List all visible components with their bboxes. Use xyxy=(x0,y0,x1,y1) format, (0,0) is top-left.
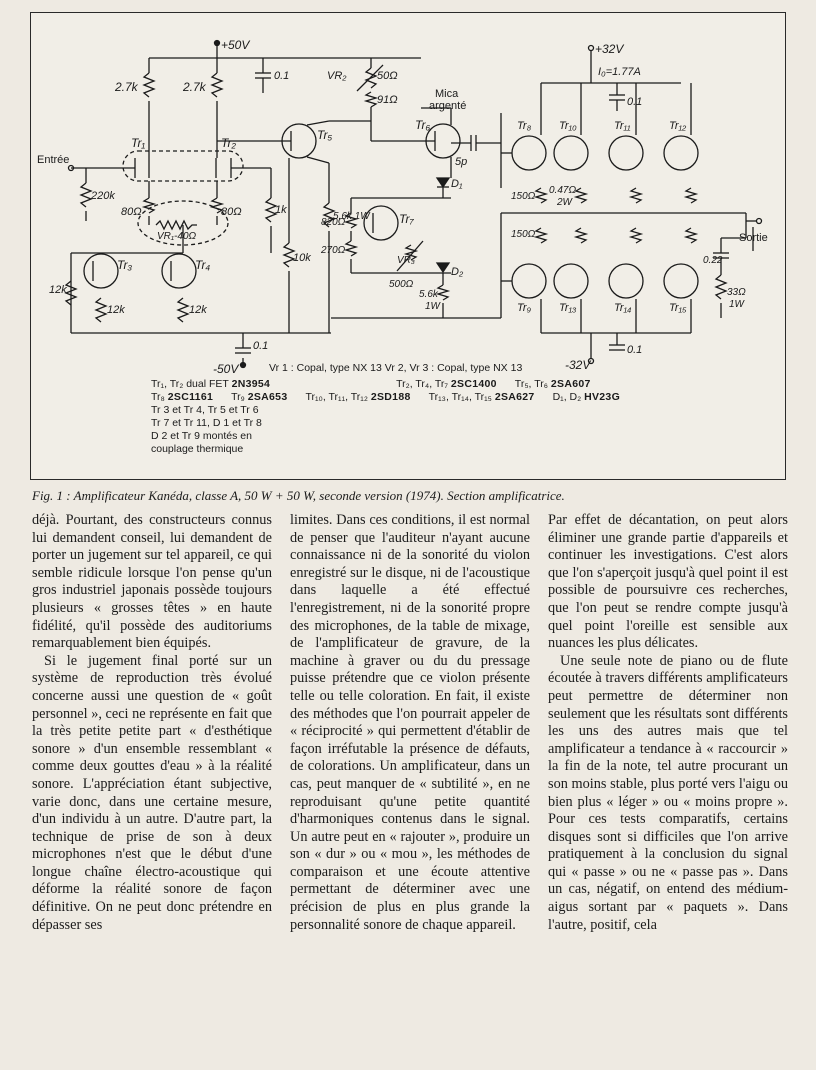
component-label: 80Ω xyxy=(121,206,142,218)
transistor-label: Tr₇ xyxy=(399,212,414,226)
article-column-2 xyxy=(290,512,530,1062)
paragraph: Une seule note de piano ou de flute écoutée à travers différents amplificateurs peut permettre de déterminer non seulement que les résultats sont différents les uns des autres mais que tel amplificateur a tendance à « raccourcir » la fin de la note, tel autre procurant un son moins stable, plus porté vers l'aigu ou bien plus « léger » ou « moins propre ». Pour ces tests comparatifs, certains disques sont si difficiles que l'on arrive pratiquement à la conclusion du signal qui « passe » ou ne « passe pas ». Dans un cas, négatif, on entend des médium-aigus sortant par « paquets ». Dans l'autre, positif, cela xyxy=(548,652,788,933)
component-label: 1W xyxy=(729,299,744,310)
transistor-label: Tr₁₁ xyxy=(614,120,631,132)
component-label: 0.22 xyxy=(703,255,723,266)
legend-row xyxy=(151,391,771,404)
transistor-label: Tr₁₃ xyxy=(559,302,577,314)
transistor-label: Tr₅ xyxy=(317,128,333,142)
transistor-label: Tr₄ xyxy=(195,258,211,272)
schematic-figure xyxy=(30,12,786,480)
component-label: VR₁-40Ω xyxy=(157,231,197,242)
component-label: 150Ω xyxy=(511,191,536,202)
legend-item: Tr₁, Tr₂ dual FET xyxy=(151,378,229,390)
legend-item: Tr₁₃, Tr₁₄, Tr₁₅ xyxy=(428,391,492,403)
legend-part: HV23G xyxy=(584,391,621,403)
bias-current-label: I₀=1.77A xyxy=(598,66,641,78)
supply-label: +32V xyxy=(595,42,624,56)
legend-note: Tr 7 et Tr 11, D 1 et Tr 8 xyxy=(151,417,262,429)
figure-caption: Fig. 1 : Amplificateur Kanéda, classe A, 50 W + 50 W, seconde version (1974). Section amplificatrice. xyxy=(32,488,565,503)
legend-note: D 2 et Tr 9 montés en xyxy=(151,430,252,442)
supply-label: -50V xyxy=(213,362,239,376)
component-label: 270Ω xyxy=(321,245,346,256)
component-label: 2W xyxy=(557,197,572,208)
transistor-label: Tr₁₀ xyxy=(559,120,577,132)
component-label: D₂ xyxy=(451,266,464,278)
article-columns xyxy=(32,512,790,1062)
component-label: 12k xyxy=(189,304,207,316)
component-label: 5p xyxy=(455,156,468,168)
vr-note: Vr 1 : Copal, type NX 13 Vr 2, Vr 3 : Copal, type NX 13 xyxy=(269,362,523,374)
transistor-label: Tr₁₂ xyxy=(669,120,687,132)
legend-item: D₁, D₂ xyxy=(552,391,582,403)
parts-legend xyxy=(151,378,771,456)
component-label: D₁ xyxy=(451,178,463,190)
paragraph: limites. Dans ces conditions, il est normal de penser que l'auditeur n'ayant aucune connaissance ni de la sonorité du violon enregistré sur le disque, ni de l'acoustique dans laquelle a été effectué l'enregistrement, ni de la sonorité propre des microphones, de la table de mixage, de l'amplificateur de gravure, de la machine à graver ou du du pressage puisse prétendre que ce violon présente telle ou telle coloration. En fait, il existe des méthodes que l'on pourrait appeler de « réciprocité » qui permettent d'établir de façon irréfutable la présence de défauts, de colorations. Un amplificateur, dans un cas, peut manquer de « subtilité », en ne reproduisant qu'une petite quantité d'harmoniques contenus dans le signal. Un autre peut en « rajouter », produire un son « dur » ou « mou », les méthodes de comparaison et une écoute attentive permettant de déterminer avec une précision de plus en plus grande la personnalité sonore de chaque appareil. xyxy=(290,512,530,933)
legend-note: couplage thermique xyxy=(151,443,244,455)
legend-part: 2SA607 xyxy=(550,378,591,390)
component-label: 220k xyxy=(91,190,115,202)
input-label: Entrée xyxy=(37,154,70,166)
legend-part: 2SA627 xyxy=(494,391,535,403)
legend-part: 2N3954 xyxy=(231,378,271,390)
legend-item: Tr₅, Tr₆ xyxy=(514,378,548,390)
output-label: Sortie xyxy=(739,232,768,244)
transistor-label: Tr₂ xyxy=(221,136,237,150)
component-label: 0.1 xyxy=(627,96,643,108)
component-label: 12k xyxy=(107,304,125,316)
legend-item: Tr₈ xyxy=(151,391,165,403)
supply-label: -32V xyxy=(565,358,591,372)
component-label: 2.7k xyxy=(115,80,138,94)
transistor-label: Tr₃ xyxy=(117,258,133,272)
transistor-label: Tr₈ xyxy=(517,120,532,132)
component-label: 5.6k 1W xyxy=(333,211,370,222)
legend-item: Tr₉ xyxy=(231,391,245,403)
transistor-label: Tr₁ xyxy=(131,136,146,150)
component-label: 50Ω xyxy=(377,70,398,82)
component-label: 10k xyxy=(293,252,311,264)
legend-part: 2SA653 xyxy=(247,391,288,403)
paragraph: déjà. Pourtant, des constructeurs connus lui demandent conseil, lui demandent de porter un jugement sur tel appareil, ce qui semble ridicule lorsque l'on pense qu'un gros industriel japonais possède toujours plusieurs « grosses têtes » en haute fidélité, qu'il possède des auditoriums remarquablement bien équipés. xyxy=(32,512,272,652)
article-column-1 xyxy=(32,512,272,1062)
transistor-label: Tr₁₄ xyxy=(614,302,632,314)
component-label: 500Ω xyxy=(389,279,414,290)
component-label: 0.1 xyxy=(274,70,290,82)
component-label: 150Ω xyxy=(511,229,536,240)
component-label: VR₃ xyxy=(397,255,415,266)
component-label: 80Ω xyxy=(221,206,242,218)
component-label: 820Ω xyxy=(321,217,346,228)
component-label: 1W xyxy=(425,301,440,312)
component-label: 0.47Ω xyxy=(549,185,577,196)
legend-part: 2SC1161 xyxy=(167,391,214,403)
legend-row xyxy=(151,378,771,391)
legend-note: Tr 3 et Tr 4, Tr 5 et Tr 6 xyxy=(151,404,259,416)
supply-label: +50V xyxy=(221,38,250,52)
mica-label: argenté xyxy=(429,100,467,112)
component-label: VR₂ xyxy=(327,70,347,82)
component-label: 5.6k xyxy=(419,289,438,300)
paragraph: Par effet de décantation, on peut alors éliminer une grande partie d'appareils et continuer les investigations. C'est alors que l'on s'aperçoit jusqu'à quel point il est possible de poursuivre ces recherches, que l'on peut se rendre compte jusqu'à quel point l'oreille est sensible aux nuances les plus délicates. xyxy=(548,512,788,652)
component-label: 0.1 xyxy=(253,340,269,352)
transistor-label: Tr₆ xyxy=(415,118,431,132)
component-label: 12k xyxy=(49,284,67,296)
component-label: 1k xyxy=(275,204,287,216)
component-label: 0.1 xyxy=(627,344,643,356)
legend-item: Tr₂, Tr₄, Tr₇ xyxy=(396,378,448,390)
legend-item: Tr₁₀, Tr₁₁, Tr₁₂ xyxy=(305,391,368,403)
transistor-label: Tr₉ xyxy=(517,302,531,314)
legend-part: 2SC1400 xyxy=(450,378,497,390)
legend-part: 2SD188 xyxy=(370,391,411,403)
mica-label: Mica xyxy=(435,88,459,100)
paragraph: Si le jugement final porté sur un système de reproduction très évolué concerne aussi une question de « goût personnel », ceci ne représente en fait que la très petite petite part « d'esthétique sonore » d'un ensemble ressemblant « comme deux gouttes d'eau » à la réalité sonore. L'appréciation étant subjective, varie donc, dans une certaine mesure, d'un individu à un autre. D'autre part, la technique de prise de son à deux microphones n'est que le début d'une longue chaîne électro-acoustique qui déforme la réalité sonore de façon définitive. On ne peut donc prétendre en dépasser ses xyxy=(32,652,272,933)
component-label: 33Ω xyxy=(727,287,746,298)
component-label: 91Ω xyxy=(377,94,398,106)
article-column-3 xyxy=(548,512,788,1062)
component-label: 2.7k xyxy=(183,80,206,94)
transistor-label: Tr₁₅ xyxy=(669,302,687,314)
